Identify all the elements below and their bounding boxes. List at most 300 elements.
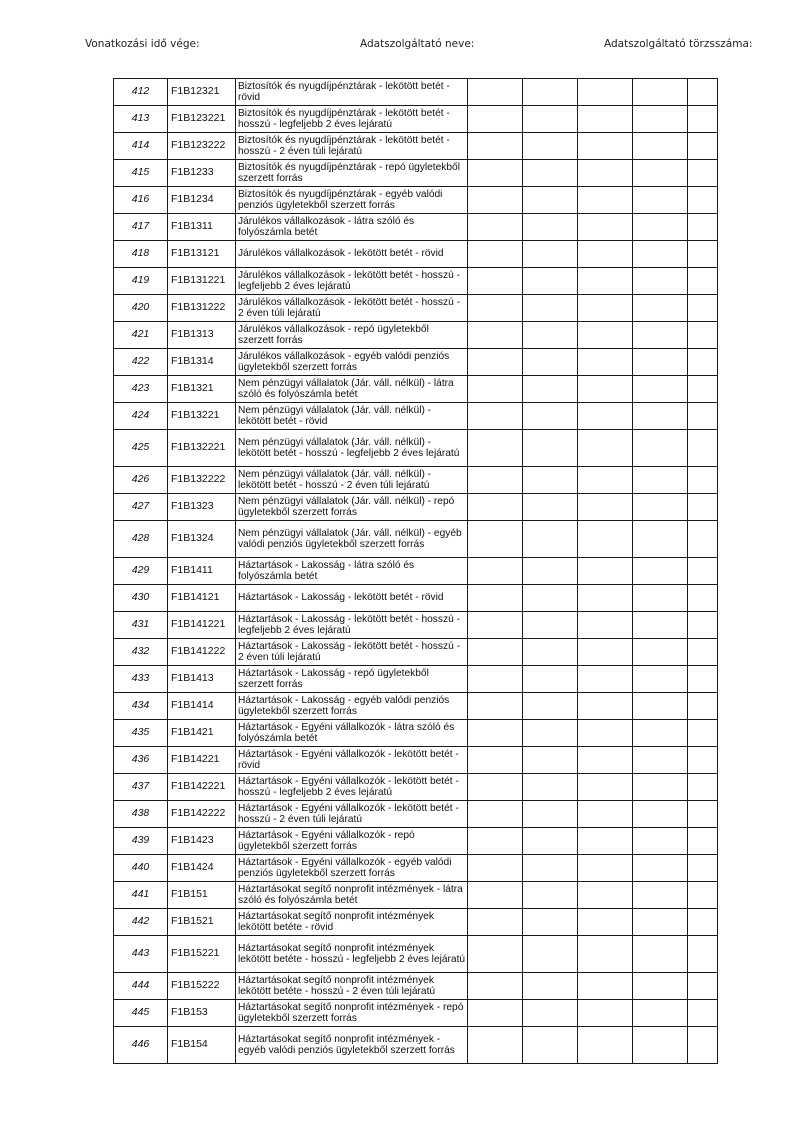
table-row	[114, 1000, 718, 1027]
value-cell-3[interactable]	[578, 747, 633, 774]
row-code: F1B1313	[168, 322, 236, 349]
value-cell-3[interactable]	[578, 79, 633, 106]
value-cell-2[interactable]	[523, 558, 578, 585]
value-cell-1[interactable]	[468, 467, 523, 494]
value-cell-5[interactable]	[688, 936, 718, 973]
row-number: 435	[114, 720, 168, 747]
value-cell-2[interactable]	[523, 430, 578, 467]
row-description: Háztartásokat segítő nonprofit intézmények lekötött betéte - hosszú - legfeljebb 2 éves lejáratú	[236, 936, 468, 973]
value-cell-5[interactable]	[688, 376, 718, 403]
value-cell-4[interactable]	[633, 639, 688, 666]
value-cell-4[interactable]	[633, 241, 688, 268]
value-cell-3[interactable]	[578, 855, 633, 882]
value-cell-5[interactable]	[688, 349, 718, 376]
row-code: F1B141222	[168, 639, 236, 666]
table-row	[114, 1027, 718, 1064]
value-cell-2[interactable]	[523, 214, 578, 241]
value-cell-5[interactable]	[688, 133, 718, 160]
row-description: Háztartások - Lakosság - látra szóló és folyószámla betét	[236, 558, 468, 585]
value-cell-3[interactable]	[578, 909, 633, 936]
value-cell-4[interactable]	[633, 1027, 688, 1064]
row-number: 438	[114, 801, 168, 828]
value-cell-1[interactable]	[468, 936, 523, 973]
value-cell-1[interactable]	[468, 666, 523, 693]
row-code: F1B1233	[168, 160, 236, 187]
row-code: F1B132221	[168, 430, 236, 467]
value-cell-1[interactable]	[468, 430, 523, 467]
value-cell-1[interactable]	[468, 720, 523, 747]
value-cell-1[interactable]	[468, 747, 523, 774]
table-row	[114, 349, 718, 376]
value-cell-3[interactable]	[578, 268, 633, 295]
row-number: 420	[114, 295, 168, 322]
row-description: Nem pénzügyi vállalatok (Jár. váll. nélkül) - egyéb valódi penziós ügyletekből szerzett forrás	[236, 521, 468, 558]
row-code: F1B154	[168, 1027, 236, 1064]
row-code: F1B142221	[168, 774, 236, 801]
row-number: 416	[114, 187, 168, 214]
value-cell-5[interactable]	[688, 828, 718, 855]
value-cell-1[interactable]	[468, 855, 523, 882]
table-row	[114, 882, 718, 909]
row-description: Biztosítók és nyugdíjpénztárak - egyéb valódi penziós ügyletekből szerzett forrás	[236, 187, 468, 214]
value-cell-5[interactable]	[688, 720, 718, 747]
value-cell-5[interactable]	[688, 187, 718, 214]
value-cell-5[interactable]	[688, 160, 718, 187]
value-cell-4[interactable]	[633, 349, 688, 376]
value-cell-1[interactable]	[468, 828, 523, 855]
value-cell-3[interactable]	[578, 430, 633, 467]
table-row	[114, 106, 718, 133]
value-cell-1[interactable]	[468, 187, 523, 214]
value-cell-4[interactable]	[633, 612, 688, 639]
table-row	[114, 936, 718, 973]
value-cell-2[interactable]	[523, 973, 578, 1000]
table-row	[114, 612, 718, 639]
table-row	[114, 494, 718, 521]
value-cell-2[interactable]	[523, 79, 578, 106]
value-cell-1[interactable]	[468, 322, 523, 349]
value-cell-1[interactable]	[468, 612, 523, 639]
table-row	[114, 295, 718, 322]
value-cell-2[interactable]	[523, 612, 578, 639]
row-description: Járulékos vállalkozások - lekötött betét - hosszú - legfeljebb 2 éves lejáratú	[236, 268, 468, 295]
value-cell-3[interactable]	[578, 214, 633, 241]
row-description: Háztartások - Egyéni vállalkozók - látra szóló és folyószámla betét	[236, 720, 468, 747]
value-cell-5[interactable]	[688, 268, 718, 295]
row-description: Biztosítók és nyugdíjpénztárak - lekötött betét - hosszú - legfeljebb 2 éves lejáratú	[236, 106, 468, 133]
table-row	[114, 467, 718, 494]
value-cell-2[interactable]	[523, 1027, 578, 1064]
value-cell-1[interactable]	[468, 882, 523, 909]
table-row	[114, 558, 718, 585]
row-code: F1B13121	[168, 241, 236, 268]
row-number: 421	[114, 322, 168, 349]
value-cell-5[interactable]	[688, 79, 718, 106]
table-row	[114, 79, 718, 106]
value-cell-1[interactable]	[468, 585, 523, 612]
value-cell-3[interactable]	[578, 801, 633, 828]
value-cell-2[interactable]	[523, 801, 578, 828]
table-row	[114, 828, 718, 855]
value-cell-1[interactable]	[468, 639, 523, 666]
value-cell-5[interactable]	[688, 494, 718, 521]
table-row	[114, 973, 718, 1000]
value-cell-3[interactable]	[578, 494, 633, 521]
table-row	[114, 585, 718, 612]
row-description: Járulékos vállalkozások - lekötött betét - hosszú - 2 éven túli lejáratú	[236, 295, 468, 322]
row-number: 443	[114, 936, 168, 973]
value-cell-5[interactable]	[688, 855, 718, 882]
row-code: F1B1234	[168, 187, 236, 214]
row-description: Háztartások - Lakosság - repó ügyletekből szerzett forrás	[236, 666, 468, 693]
row-number: 439	[114, 828, 168, 855]
value-cell-3[interactable]	[578, 693, 633, 720]
value-cell-5[interactable]	[688, 430, 718, 467]
row-number: 431	[114, 612, 168, 639]
value-cell-4[interactable]	[633, 936, 688, 973]
table-row	[114, 720, 718, 747]
value-cell-4[interactable]	[633, 774, 688, 801]
value-cell-2[interactable]	[523, 828, 578, 855]
row-number: 432	[114, 639, 168, 666]
value-cell-4[interactable]	[633, 467, 688, 494]
value-cell-2[interactable]	[523, 467, 578, 494]
row-code: F1B1321	[168, 376, 236, 403]
value-cell-2[interactable]	[523, 160, 578, 187]
row-description: Háztartások - Egyéni vállalkozók - egyéb valódi penziós ügyletekből szerzett forrás	[236, 855, 468, 882]
value-cell-1[interactable]	[468, 79, 523, 106]
row-code: F1B123222	[168, 133, 236, 160]
value-cell-4[interactable]	[633, 855, 688, 882]
value-cell-3[interactable]	[578, 376, 633, 403]
table-row	[114, 693, 718, 720]
value-cell-1[interactable]	[468, 403, 523, 430]
table-row	[114, 187, 718, 214]
row-description: Háztartások - Lakosság - lekötött betét - hosszú - legfeljebb 2 éves lejáratú	[236, 612, 468, 639]
row-description: Járulékos vállalkozások - látra szóló és folyószámla betét	[236, 214, 468, 241]
row-code: F1B15222	[168, 973, 236, 1000]
value-cell-4[interactable]	[633, 133, 688, 160]
value-cell-5[interactable]	[688, 521, 718, 558]
value-cell-2[interactable]	[523, 666, 578, 693]
value-cell-4[interactable]	[633, 268, 688, 295]
row-number: 446	[114, 1027, 168, 1064]
value-cell-5[interactable]	[688, 973, 718, 1000]
row-number: 417	[114, 214, 168, 241]
row-description: Háztartásokat segítő nonprofit intézmények - egyéb valódi penziós ügyletekből szerzett forrás	[236, 1027, 468, 1064]
value-cell-2[interactable]	[523, 909, 578, 936]
row-number: 428	[114, 521, 168, 558]
value-cell-2[interactable]	[523, 268, 578, 295]
page-header	[0, 38, 801, 54]
value-cell-4[interactable]	[633, 693, 688, 720]
value-cell-4[interactable]	[633, 521, 688, 558]
value-cell-3[interactable]	[578, 106, 633, 133]
table-row	[114, 666, 718, 693]
row-number: 437	[114, 774, 168, 801]
row-code: F1B153	[168, 1000, 236, 1027]
value-cell-5[interactable]	[688, 585, 718, 612]
value-cell-4[interactable]	[633, 558, 688, 585]
value-cell-5[interactable]	[688, 639, 718, 666]
row-code: F1B12321	[168, 79, 236, 106]
table-row	[114, 160, 718, 187]
value-cell-1[interactable]	[468, 1027, 523, 1064]
table-row	[114, 801, 718, 828]
value-cell-5[interactable]	[688, 612, 718, 639]
value-cell-1[interactable]	[468, 1000, 523, 1027]
value-cell-5[interactable]	[688, 1027, 718, 1064]
row-code: F1B1324	[168, 521, 236, 558]
value-cell-1[interactable]	[468, 376, 523, 403]
value-cell-3[interactable]	[578, 882, 633, 909]
row-code: F1B123221	[168, 106, 236, 133]
table-row	[114, 855, 718, 882]
value-cell-2[interactable]	[523, 747, 578, 774]
value-cell-4[interactable]	[633, 973, 688, 1000]
row-description: Háztartásokat segítő nonprofit intézmények - látra szóló és folyószámla betét	[236, 882, 468, 909]
value-cell-1[interactable]	[468, 214, 523, 241]
value-cell-1[interactable]	[468, 295, 523, 322]
row-number: 413	[114, 106, 168, 133]
value-cell-3[interactable]	[578, 666, 633, 693]
value-cell-3[interactable]	[578, 322, 633, 349]
value-cell-2[interactable]	[523, 585, 578, 612]
row-description: Járulékos vállalkozások - lekötött betét - rövid	[236, 241, 468, 268]
value-cell-3[interactable]	[578, 1027, 633, 1064]
row-description: Nem pénzügyi vállalatok (Jár. váll. nélkül) - lekötött betét - rövid	[236, 403, 468, 430]
value-cell-2[interactable]	[523, 494, 578, 521]
row-code: F1B14121	[168, 585, 236, 612]
row-description: Biztosítók és nyugdíjpénztárak - lekötött betét - hosszú - 2 éven túli lejáratú	[236, 133, 468, 160]
value-cell-1[interactable]	[468, 349, 523, 376]
value-cell-5[interactable]	[688, 241, 718, 268]
row-number: 429	[114, 558, 168, 585]
value-cell-4[interactable]	[633, 430, 688, 467]
row-number: 418	[114, 241, 168, 268]
value-cell-4[interactable]	[633, 79, 688, 106]
value-cell-3[interactable]	[578, 612, 633, 639]
value-cell-3[interactable]	[578, 467, 633, 494]
value-cell-2[interactable]	[523, 322, 578, 349]
row-code: F1B1411	[168, 558, 236, 585]
row-number: 424	[114, 403, 168, 430]
value-cell-2[interactable]	[523, 403, 578, 430]
value-cell-3[interactable]	[578, 349, 633, 376]
value-cell-4[interactable]	[633, 882, 688, 909]
table-row	[114, 376, 718, 403]
value-cell-3[interactable]	[578, 187, 633, 214]
row-number: 433	[114, 666, 168, 693]
value-cell-5[interactable]	[688, 747, 718, 774]
value-cell-5[interactable]	[688, 403, 718, 430]
value-cell-3[interactable]	[578, 160, 633, 187]
value-cell-2[interactable]	[523, 855, 578, 882]
value-cell-4[interactable]	[633, 376, 688, 403]
row-description: Járulékos vállalkozások - repó ügyletekből szerzett forrás	[236, 322, 468, 349]
value-cell-1[interactable]	[468, 268, 523, 295]
value-cell-4[interactable]	[633, 1000, 688, 1027]
value-cell-3[interactable]	[578, 295, 633, 322]
table-row	[114, 322, 718, 349]
value-cell-4[interactable]	[633, 801, 688, 828]
table-row	[114, 241, 718, 268]
value-cell-4[interactable]	[633, 106, 688, 133]
value-cell-2[interactable]	[523, 693, 578, 720]
value-cell-5[interactable]	[688, 558, 718, 585]
row-description: Háztartások - Egyéni vállalkozók - lekötött betét - rövid	[236, 747, 468, 774]
value-cell-3[interactable]	[578, 585, 633, 612]
provider-name-label: Adatszolgáltató neve:	[360, 38, 475, 50]
table-row	[114, 521, 718, 558]
value-cell-1[interactable]	[468, 106, 523, 133]
value-cell-1[interactable]	[468, 801, 523, 828]
value-cell-4[interactable]	[633, 494, 688, 521]
value-cell-4[interactable]	[633, 720, 688, 747]
row-code: F1B1423	[168, 828, 236, 855]
row-number: 445	[114, 1000, 168, 1027]
value-cell-3[interactable]	[578, 973, 633, 1000]
value-cell-5[interactable]	[688, 693, 718, 720]
value-cell-4[interactable]	[633, 666, 688, 693]
value-cell-2[interactable]	[523, 720, 578, 747]
data-table	[113, 78, 718, 1064]
table-row	[114, 268, 718, 295]
value-cell-3[interactable]	[578, 639, 633, 666]
value-cell-4[interactable]	[633, 295, 688, 322]
value-cell-2[interactable]	[523, 106, 578, 133]
value-cell-1[interactable]	[468, 558, 523, 585]
row-description: Nem pénzügyi vállalatok (Jár. váll. nélkül) - lekötött betét - hosszú - 2 éven túli lejáratú	[236, 467, 468, 494]
table-row	[114, 909, 718, 936]
value-cell-1[interactable]	[468, 973, 523, 1000]
value-cell-2[interactable]	[523, 376, 578, 403]
row-number: 414	[114, 133, 168, 160]
row-code: F1B13221	[168, 403, 236, 430]
row-description: Háztartások - Egyéni vállalkozók - lekötött betét - hosszú - 2 éven túli lejáratú	[236, 801, 468, 828]
value-cell-3[interactable]	[578, 133, 633, 160]
value-cell-2[interactable]	[523, 133, 578, 160]
value-cell-5[interactable]	[688, 882, 718, 909]
value-cell-3[interactable]	[578, 558, 633, 585]
value-cell-2[interactable]	[523, 936, 578, 973]
value-cell-2[interactable]	[523, 187, 578, 214]
table-row	[114, 747, 718, 774]
value-cell-4[interactable]	[633, 747, 688, 774]
value-cell-1[interactable]	[468, 133, 523, 160]
row-code: F1B1521	[168, 909, 236, 936]
value-cell-5[interactable]	[688, 106, 718, 133]
value-cell-3[interactable]	[578, 936, 633, 973]
value-cell-3[interactable]	[578, 828, 633, 855]
value-cell-2[interactable]	[523, 295, 578, 322]
row-description: Háztartások - Lakosság - lekötött betét - rövid	[236, 585, 468, 612]
value-cell-4[interactable]	[633, 909, 688, 936]
row-number: 422	[114, 349, 168, 376]
row-code: F1B141221	[168, 612, 236, 639]
row-code: F1B15221	[168, 936, 236, 973]
table-row	[114, 430, 718, 467]
table-row	[114, 214, 718, 241]
row-number: 419	[114, 268, 168, 295]
table-row	[114, 403, 718, 430]
value-cell-5[interactable]	[688, 467, 718, 494]
value-cell-4[interactable]	[633, 187, 688, 214]
value-cell-3[interactable]	[578, 774, 633, 801]
row-description: Nem pénzügyi vállalatok (Jár. váll. nélkül) - látra szóló és folyószámla betét	[236, 376, 468, 403]
value-cell-4[interactable]	[633, 403, 688, 430]
row-code: F1B1421	[168, 720, 236, 747]
value-cell-4[interactable]	[633, 585, 688, 612]
value-cell-3[interactable]	[578, 720, 633, 747]
row-code: F1B131221	[168, 268, 236, 295]
value-cell-5[interactable]	[688, 909, 718, 936]
value-cell-2[interactable]	[523, 774, 578, 801]
row-number: 412	[114, 79, 168, 106]
value-cell-1[interactable]	[468, 693, 523, 720]
value-cell-2[interactable]	[523, 882, 578, 909]
value-cell-1[interactable]	[468, 774, 523, 801]
row-code: F1B151	[168, 882, 236, 909]
row-description: Háztartásokat segítő nonprofit intézmények lekötött betéte - hosszú - 2 éven túli lejáratú	[236, 973, 468, 1000]
value-cell-5[interactable]	[688, 666, 718, 693]
row-code: F1B14221	[168, 747, 236, 774]
value-cell-2[interactable]	[523, 639, 578, 666]
value-cell-1[interactable]	[468, 160, 523, 187]
value-cell-4[interactable]	[633, 828, 688, 855]
row-description: Biztosítók és nyugdíjpénztárak - repó ügyletekből szerzett forrás	[236, 160, 468, 187]
row-description: Háztartások - Egyéni vállalkozók - lekötött betét - hosszú - legfeljebb 2 éves lejáratú	[236, 774, 468, 801]
value-cell-5[interactable]	[688, 1000, 718, 1027]
value-cell-1[interactable]	[468, 521, 523, 558]
row-number: 430	[114, 585, 168, 612]
row-number: 434	[114, 693, 168, 720]
value-cell-4[interactable]	[633, 322, 688, 349]
value-cell-2[interactable]	[523, 241, 578, 268]
value-cell-3[interactable]	[578, 1000, 633, 1027]
value-cell-3[interactable]	[578, 521, 633, 558]
row-number: 425	[114, 430, 168, 467]
value-cell-2[interactable]	[523, 1000, 578, 1027]
value-cell-4[interactable]	[633, 160, 688, 187]
value-cell-5[interactable]	[688, 214, 718, 241]
table-row	[114, 133, 718, 160]
value-cell-1[interactable]	[468, 241, 523, 268]
value-cell-5[interactable]	[688, 295, 718, 322]
table-row	[114, 774, 718, 801]
value-cell-3[interactable]	[578, 403, 633, 430]
value-cell-2[interactable]	[523, 349, 578, 376]
reference-period-end-label: Vonatkozási idő vége:	[85, 38, 200, 50]
row-code: F1B1424	[168, 855, 236, 882]
value-cell-4[interactable]	[633, 214, 688, 241]
value-cell-2[interactable]	[523, 521, 578, 558]
row-number: 436	[114, 747, 168, 774]
row-description: Háztartásokat segítő nonprofit intézmények - repó ügyletekből szerzett forrás	[236, 1000, 468, 1027]
value-cell-1[interactable]	[468, 494, 523, 521]
value-cell-5[interactable]	[688, 801, 718, 828]
row-number: 441	[114, 882, 168, 909]
value-cell-1[interactable]	[468, 909, 523, 936]
row-description: Biztosítók és nyugdíjpénztárak - lekötött betét - rövid	[236, 79, 468, 106]
value-cell-5[interactable]	[688, 774, 718, 801]
value-cell-3[interactable]	[578, 241, 633, 268]
row-description: Járulékos vállalkozások - egyéb valódi penziós ügyletekből szerzett forrás	[236, 349, 468, 376]
provider-registry-number-label: Adatszolgáltató törzsszáma:	[604, 38, 753, 50]
row-code: F1B1413	[168, 666, 236, 693]
value-cell-5[interactable]	[688, 322, 718, 349]
row-description: Háztartások - Lakosság - egyéb valódi penziós ügyletekből szerzett forrás	[236, 693, 468, 720]
